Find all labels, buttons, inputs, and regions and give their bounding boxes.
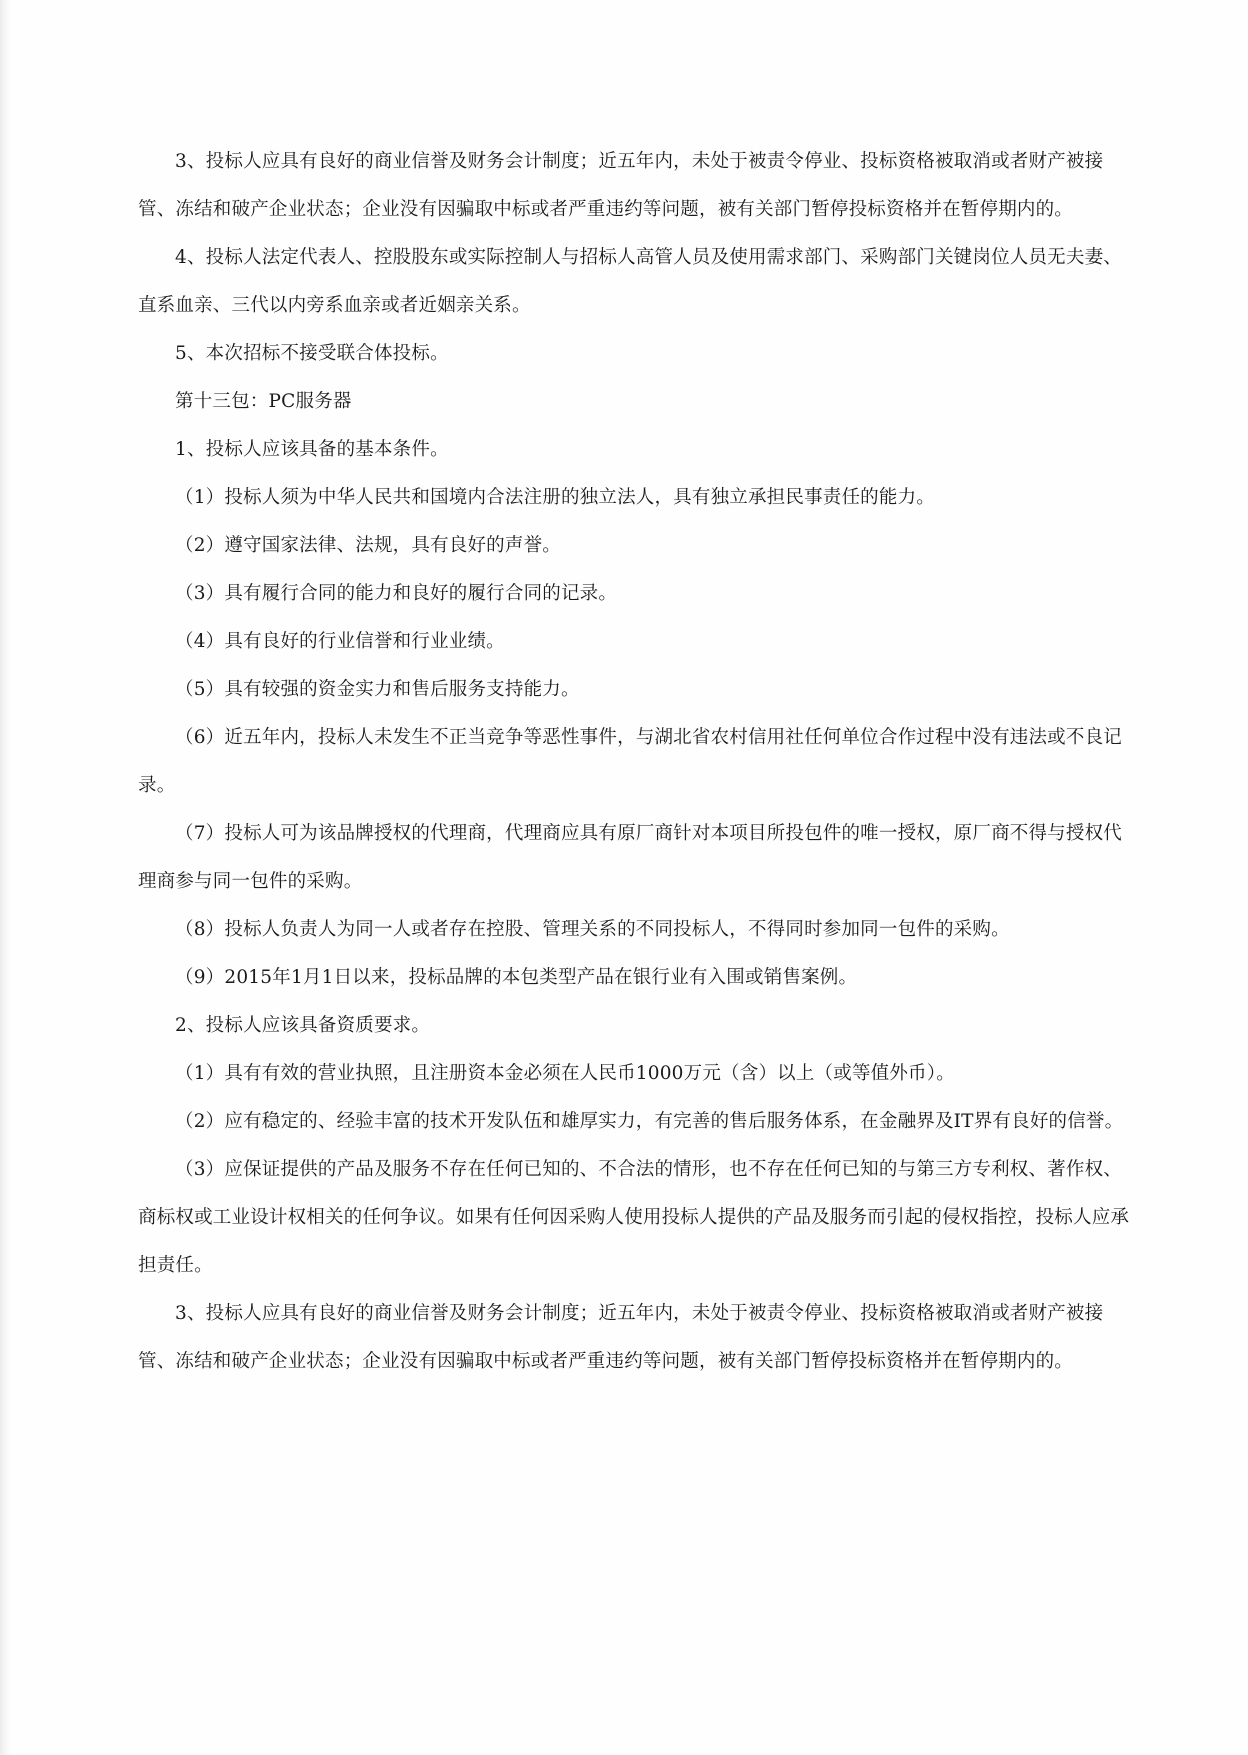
paragraph-qualification-3: （3）应保证提供的产品及服务不存在任何已知的、不合法的情形，也不存在任何已知的与第三方专利权、著作权、商标权或工业设计权相关的任何争议。如果有任何因采购人使用投标人提供的产品及服务而引起的侵权指控，投标人应承担责任。 [138, 1159, 1130, 1276]
paragraph-credit-requirement: 3、投标人应具有良好的商业信誉及财务会计制度；近五年内，未处于被责令停业、投标资格被取消或者财产被接管、冻结和破产企业状态；企业没有因骗取中标或者严重违约等问题，被有关部门暂停投标资格并在暂停期内的。 [138, 151, 1104, 220]
section-heading-package-13: 第十三包：PC服务器 [175, 391, 352, 412]
paragraph-condition-8: （8）投标人负责人为同一人或者存在控股、管理关系的不同投标人，不得同时参加同一包件的采购。 [175, 919, 1010, 940]
paragraph-condition-5: （5）具有较强的资金实力和售后服务支持能力。 [175, 679, 580, 700]
paragraph-condition-6: （6）近五年内，投标人未发生不正当竞争等恶性事件，与湖北省农村信用社任何单位合作过程中没有违法或不良记录。 [138, 727, 1122, 796]
paragraph-credit-requirement-repeat: 3、投标人应具有良好的商业信誉及财务会计制度；近五年内，未处于被责令停业、投标资格被取消或者财产被接管、冻结和破产企业状态；企业没有因骗取中标或者严重违约等问题，被有关部门暂停投标资格并在暂停期内的。 [138, 1303, 1104, 1372]
document-body [138, 138, 1130, 1386]
paragraph-no-consortium: 5、本次招标不接受联合体投标。 [175, 343, 449, 364]
paragraph-condition-3: （3）具有履行合同的能力和良好的履行合同的记录。 [175, 583, 618, 604]
paragraph-condition-9: （9）2015年1月1日以来，投标品牌的本包类型产品在银行业有入围或销售案例。 [175, 967, 858, 988]
paragraph-condition-2: （2）遵守国家法律、法规，具有良好的声誉。 [175, 535, 561, 556]
paragraph-qualification-1: （1）具有有效的营业执照，且注册资本金必须在人民币1000万元（含）以上（或等值外币）。 [175, 1063, 955, 1084]
paragraph-condition-4: （4）具有良好的行业信誉和行业业绩。 [175, 631, 505, 652]
paragraph-qualification-2: （2）应有稳定的、经验丰富的技术开发队伍和雄厚实力，有完善的售后服务体系，在金融界及IT界有良好的信誉。 [175, 1111, 1124, 1132]
paragraph-basic-conditions: 1、投标人应该具备的基本条件。 [175, 439, 449, 460]
paragraph-condition-1: （1）投标人须为中华人民共和国境内合法注册的独立法人，具有独立承担民事责任的能力。 [175, 487, 935, 508]
paragraph-condition-7: （7）投标人可为该品牌授权的代理商，代理商应具有原厂商针对本项目所投包件的唯一授权，原厂商不得与授权代理商参与同一包件的采购。 [138, 823, 1122, 892]
paragraph-relationship-restriction: 4、投标人法定代表人、控股股东或实际控制人与招标人高管人员及使用需求部门、采购部门关键岗位人员无夫妻、直系血亲、三代以内旁系血亲或者近姻亲关系。 [138, 247, 1122, 316]
paragraph-qualification-requirements: 2、投标人应该具备资质要求。 [175, 1015, 431, 1036]
